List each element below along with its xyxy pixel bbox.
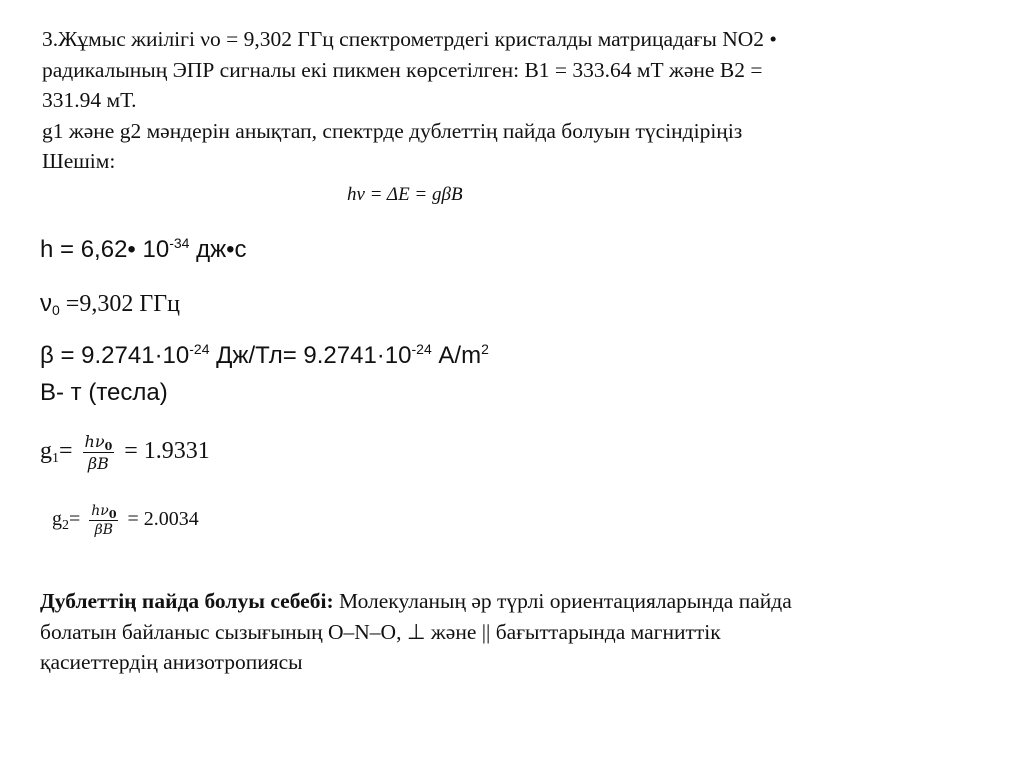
g2-fraction: $\frac{h\nu_0}{\beta B}$	[91, 503, 117, 538]
g1-fraction: $\frac{h\nu_0}{\beta B}$	[84, 432, 113, 473]
problem-line-3: 331.94 мТ.	[42, 88, 137, 112]
problem-line-2: радикалының ЭПР сигналы екі пикмен көрсетілген: B1 = 333.64 мТ және B2 =	[42, 58, 763, 82]
problem-line-4: g1 және g2 мәндерін анықтап, спектрде дублеттің пайда болуын түсіндіріңіз	[42, 119, 743, 143]
g2-equation: $g_2=$ $\frac{h\nu_0}{\beta B}$ = 2.0034	[52, 503, 199, 538]
planck-constant: h = 6,62• $10^{-34}$ дж•с	[40, 235, 247, 263]
problem-line-1: 3.Жұмыс жиілігі νо = 9,302 ГГц спектрометрдегі кристалды матрицадағы NO2 •	[42, 27, 777, 51]
g1-equation: $g_1=$ $\frac{h\nu_0}{\beta B}$ = 1.9331	[40, 432, 210, 473]
conclusion-line-2: болатын байланыс сызығының O–N–O, ⊥ және || бағыттарында магниттік	[40, 620, 721, 644]
solution-heading: Шешім:	[42, 149, 116, 173]
conclusion-line-1: Дублеттің пайда болуы себебі: Молекуланың әр түрлі ориентацияларында пайда	[40, 589, 792, 613]
g2-result: = 2.0034	[127, 508, 199, 531]
frequency-value: $\nu_0 =9,302$ ГГц	[40, 290, 180, 318]
conclusion-line-3: қасиеттердің анизотропиясы	[40, 650, 303, 674]
conclusion-heading: Дублеттің пайда болуы себебі:	[40, 589, 334, 613]
bohr-magneton: $\beta = 9.2741\cdot 10^{-24}$ $Дж/Тл= 9.2741\cdot 10^{-24}$ $А/m^2$	[40, 341, 489, 369]
main-formula: hν = ΔE = gβB	[347, 184, 463, 205]
field-unit-line: B- т (тесла)	[40, 379, 168, 406]
g1-result: = 1.9331	[124, 438, 210, 465]
